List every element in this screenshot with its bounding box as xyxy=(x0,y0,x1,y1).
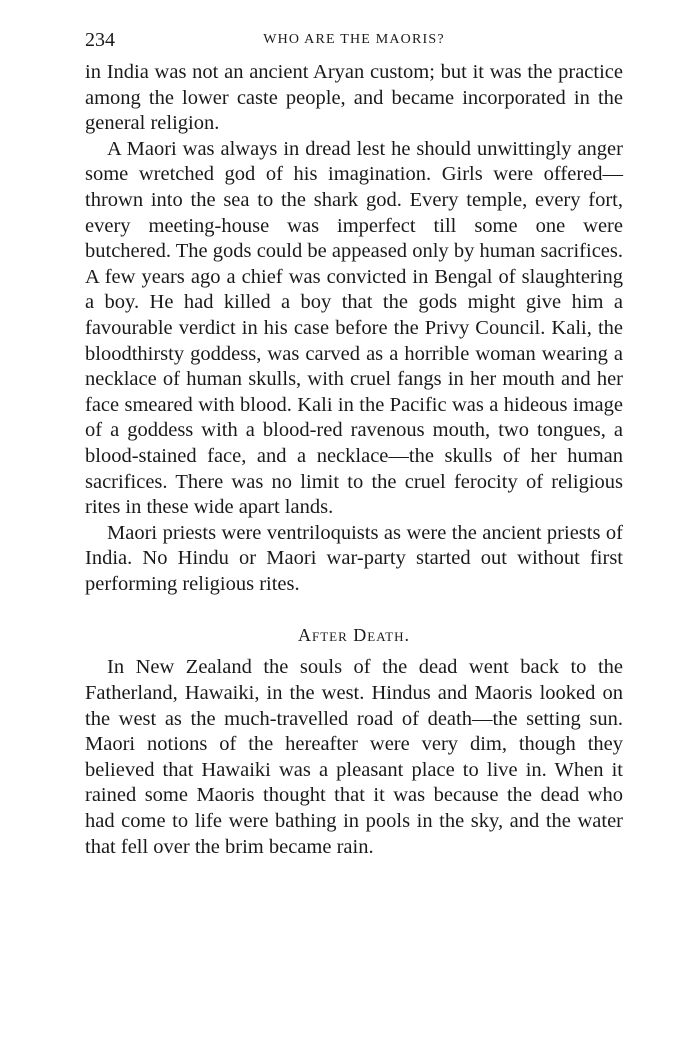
body-text xyxy=(85,60,623,860)
page-number: 234 xyxy=(85,29,115,51)
paragraph-souls: In New Zealand the souls of the dead went back to the Fatherland, Hawaiki, in the west. Hindus and Maoris looked on the west as the much-travelled road of death—the setting sun. Maori notions of the hereafter were very dim, though they believed that Hawaiki was a pleasant place to live in. When it rained some Maoris thought that it was because the dead who had come to life were bathing in pools in the sky, and the water that fell over the brim became rain. xyxy=(85,656,623,858)
section-heading: After Death. xyxy=(298,625,410,646)
paragraph-sacrifices: A Maori was always in dread lest he should unwittingly anger some wretched god of his imagination. Girls were offered—thrown into the sea to the shark god. Every temple, every fort, every meeting-house was imperfect till some one were butchered. The gods could be appeased only by human sacrifices. A few years ago a chief was convicted in Bengal of slaughtering a boy. He had killed a boy that the gods might give him a favourable verdict in his case before the Privy Council. Kali, the bloodthirsty goddess, was carved as a horrible woman wearing a necklace of human skulls, with cruel fangs in her mouth and her face smeared with blood. Kali in the Pacific was a hideous image of a goddess with a blood-red ravenous mouth, two tongues, a blood-stained face, and a necklace—the skulls of her human sacrifices. There was no limit to the cruel ferocity of religious rites in these wide apart lands. xyxy=(85,137,623,519)
book-page xyxy=(85,26,623,860)
running-head xyxy=(85,26,623,60)
paragraph-priests: Maori priests were ventriloquists as were the ancient priests of India. No Hindu or Maori war-party started out without first performing religious rites. xyxy=(85,521,623,595)
running-title: WHO ARE THE MAORIS? xyxy=(263,32,445,47)
paragraph-continued: in India was not an ancient Aryan custom; but it was the practice among the lower caste people, and became incorporated in the general religion. xyxy=(85,61,623,135)
